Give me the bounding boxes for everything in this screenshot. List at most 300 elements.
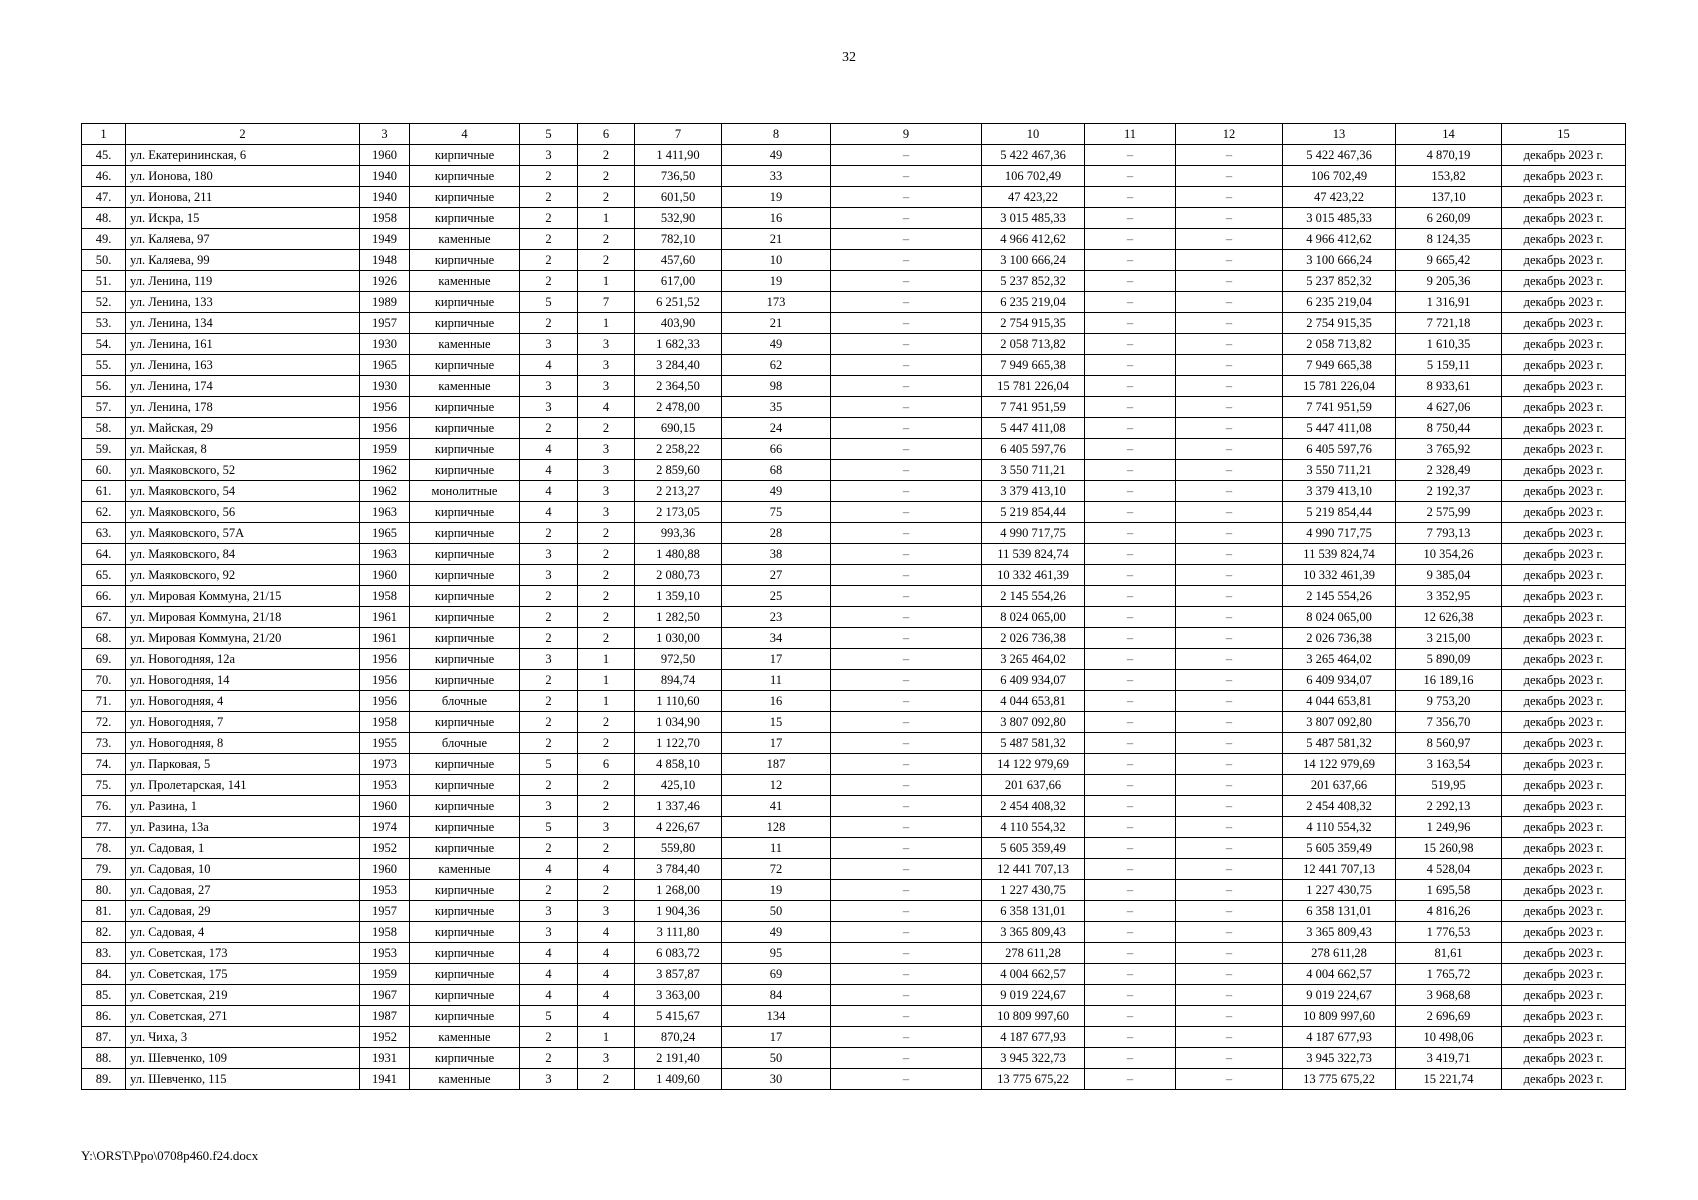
table-cell: 10 354,26: [1396, 544, 1502, 565]
table-cell: 1958: [360, 208, 410, 229]
column-header: 8: [722, 124, 831, 145]
table-cell: 8 750,44: [1396, 418, 1502, 439]
table-cell: 62.: [82, 502, 126, 523]
table-cell: 5 605 359,49: [982, 838, 1085, 859]
table-row: [82, 250, 1626, 271]
table-cell: 47 423,22: [1283, 187, 1396, 208]
table-cell: –: [831, 250, 982, 271]
table-row: [82, 502, 1626, 523]
table-cell: 1 227 430,75: [1283, 880, 1396, 901]
table-cell: ул. Советская, 271: [126, 1006, 360, 1027]
table-cell: 15 221,74: [1396, 1069, 1502, 1090]
table-row: [82, 460, 1626, 481]
table-cell: –: [1176, 901, 1283, 922]
table-cell: 68: [722, 460, 831, 481]
table-cell: 5 415,67: [635, 1006, 722, 1027]
table-cell: 2 364,50: [635, 376, 722, 397]
table-body: [82, 145, 1626, 1090]
table-cell: 5 447 411,08: [982, 418, 1085, 439]
table-cell: 56.: [82, 376, 126, 397]
table-cell: 87.: [82, 1027, 126, 1048]
table-cell: 1962: [360, 481, 410, 502]
table-cell: кирпичные: [410, 523, 520, 544]
table-row: [82, 922, 1626, 943]
table-cell: –: [1176, 712, 1283, 733]
table-row: [82, 397, 1626, 418]
table-cell: 4 187 677,93: [982, 1027, 1085, 1048]
table-cell: 519,95: [1396, 775, 1502, 796]
table-cell: декабрь 2023 г.: [1502, 901, 1626, 922]
table-cell: 3: [520, 796, 578, 817]
table-row: [82, 1048, 1626, 1069]
table-cell: 19: [722, 271, 831, 292]
table-cell: 4 187 677,93: [1283, 1027, 1396, 1048]
column-header: 15: [1502, 124, 1626, 145]
table-cell: 4 816,26: [1396, 901, 1502, 922]
table-row: [82, 1006, 1626, 1027]
table-cell: 58.: [82, 418, 126, 439]
table-cell: блочные: [410, 733, 520, 754]
table-cell: 47 423,22: [982, 187, 1085, 208]
table-cell: –: [1176, 1069, 1283, 1090]
table-cell: 5 487 581,32: [1283, 733, 1396, 754]
table-cell: ул. Новогодняя, 14: [126, 670, 360, 691]
table-cell: 6 251,52: [635, 292, 722, 313]
table-cell: декабрь 2023 г.: [1502, 397, 1626, 418]
column-header: 5: [520, 124, 578, 145]
table-cell: декабрь 2023 г.: [1502, 145, 1626, 166]
column-header: 4: [410, 124, 520, 145]
table-cell: 782,10: [635, 229, 722, 250]
table-cell: 10 332 461,39: [982, 565, 1085, 586]
table-cell: 2 696,69: [1396, 1006, 1502, 1027]
table-cell: 4: [520, 481, 578, 502]
table-cell: 2: [578, 544, 635, 565]
table-cell: –: [1176, 670, 1283, 691]
table-cell: кирпичные: [410, 670, 520, 691]
table-cell: –: [1085, 481, 1176, 502]
table-cell: –: [1085, 313, 1176, 334]
table-cell: –: [1085, 439, 1176, 460]
data-table-container: [81, 123, 1626, 1090]
table-cell: 4: [520, 460, 578, 481]
table-cell: ул. Разина, 1: [126, 796, 360, 817]
table-cell: 690,15: [635, 418, 722, 439]
table-cell: 3 379 413,10: [982, 481, 1085, 502]
table-cell: –: [1085, 544, 1176, 565]
table-cell: 54.: [82, 334, 126, 355]
table-cell: 10 809 997,60: [982, 1006, 1085, 1027]
table-cell: 1960: [360, 859, 410, 880]
table-cell: кирпичные: [410, 460, 520, 481]
table-cell: 5 447 411,08: [1283, 418, 1396, 439]
table-cell: 1: [578, 1027, 635, 1048]
table-cell: –: [831, 523, 982, 544]
table-cell: 3 945 322,73: [1283, 1048, 1396, 1069]
table-cell: 46.: [82, 166, 126, 187]
table-cell: декабрь 2023 г.: [1502, 355, 1626, 376]
table-cell: 19: [722, 880, 831, 901]
table-cell: 14 122 979,69: [982, 754, 1085, 775]
table-cell: 3 807 092,80: [982, 712, 1085, 733]
table-cell: 1967: [360, 985, 410, 1006]
table-cell: 48.: [82, 208, 126, 229]
table-cell: 2: [520, 313, 578, 334]
table-cell: 6 405 597,76: [1283, 439, 1396, 460]
table-cell: 4 004 662,57: [982, 964, 1085, 985]
table-cell: декабрь 2023 г.: [1502, 586, 1626, 607]
table-cell: 2: [578, 838, 635, 859]
table-cell: декабрь 2023 г.: [1502, 166, 1626, 187]
table-cell: 7 949 665,38: [1283, 355, 1396, 376]
table-cell: 2: [578, 1069, 635, 1090]
table-cell: 3: [520, 145, 578, 166]
table-cell: 2 754 915,35: [1283, 313, 1396, 334]
table-cell: ул. Мировая Коммуна, 21/18: [126, 607, 360, 628]
table-cell: –: [831, 187, 982, 208]
table-cell: –: [1176, 166, 1283, 187]
table-cell: 3 163,54: [1396, 754, 1502, 775]
table-cell: декабрь 2023 г.: [1502, 985, 1626, 1006]
table-cell: 15 781 226,04: [1283, 376, 1396, 397]
table-cell: 1965: [360, 355, 410, 376]
table-cell: –: [1085, 502, 1176, 523]
table-cell: 3: [578, 1048, 635, 1069]
table-cell: каменные: [410, 334, 520, 355]
table-cell: декабрь 2023 г.: [1502, 775, 1626, 796]
table-cell: 2 575,99: [1396, 502, 1502, 523]
table-cell: 3 807 092,80: [1283, 712, 1396, 733]
table-row: [82, 670, 1626, 691]
table-cell: ул. Ленина, 163: [126, 355, 360, 376]
table-cell: 1959: [360, 439, 410, 460]
table-cell: 1 316,91: [1396, 292, 1502, 313]
table-cell: –: [831, 166, 982, 187]
table-cell: 2: [520, 1048, 578, 1069]
table-cell: ул. Шевченко, 109: [126, 1048, 360, 1069]
table-row: [82, 523, 1626, 544]
table-cell: –: [1085, 733, 1176, 754]
table-cell: 1953: [360, 880, 410, 901]
table-cell: –: [1176, 775, 1283, 796]
table-cell: 50.: [82, 250, 126, 271]
table-cell: 3: [520, 544, 578, 565]
table-cell: 59.: [82, 439, 126, 460]
table-cell: 3: [578, 817, 635, 838]
table-cell: –: [1085, 943, 1176, 964]
table-cell: 3 284,40: [635, 355, 722, 376]
table-cell: –: [831, 502, 982, 523]
table-cell: 4 044 653,81: [982, 691, 1085, 712]
table-row: [82, 964, 1626, 985]
table-cell: –: [1176, 1006, 1283, 1027]
column-header: 6: [578, 124, 635, 145]
table-cell: декабрь 2023 г.: [1502, 418, 1626, 439]
table-cell: декабрь 2023 г.: [1502, 964, 1626, 985]
table-cell: ул. Маяковского, 52: [126, 460, 360, 481]
table-cell: –: [831, 481, 982, 502]
table-cell: 5 159,11: [1396, 355, 1502, 376]
table-cell: –: [1176, 208, 1283, 229]
table-cell: ул. Ионова, 211: [126, 187, 360, 208]
table-row: [82, 628, 1626, 649]
table-cell: –: [1176, 1027, 1283, 1048]
table-cell: кирпичные: [410, 964, 520, 985]
table-cell: 77.: [82, 817, 126, 838]
column-header: 2: [126, 124, 360, 145]
table-cell: кирпичные: [410, 838, 520, 859]
table-cell: –: [1085, 754, 1176, 775]
table-cell: 50: [722, 1048, 831, 1069]
table-cell: 88.: [82, 1048, 126, 1069]
table-cell: 1 610,35: [1396, 334, 1502, 355]
table-cell: 457,60: [635, 250, 722, 271]
table-cell: –: [1176, 418, 1283, 439]
table-row: [82, 544, 1626, 565]
table-cell: ул. Ленина, 134: [126, 313, 360, 334]
table-cell: 403,90: [635, 313, 722, 334]
table-cell: 1926: [360, 271, 410, 292]
table-cell: –: [1085, 586, 1176, 607]
table-cell: 972,50: [635, 649, 722, 670]
table-cell: 3 215,00: [1396, 628, 1502, 649]
table-cell: 35: [722, 397, 831, 418]
table-cell: –: [831, 586, 982, 607]
table-cell: –: [1176, 649, 1283, 670]
table-cell: 62: [722, 355, 831, 376]
table-cell: 9 019 224,67: [1283, 985, 1396, 1006]
table-cell: 2 026 736,38: [1283, 628, 1396, 649]
table-cell: 2 328,49: [1396, 460, 1502, 481]
table-cell: декабрь 2023 г.: [1502, 817, 1626, 838]
table-cell: декабрь 2023 г.: [1502, 544, 1626, 565]
table-cell: –: [1176, 250, 1283, 271]
table-cell: 2: [578, 733, 635, 754]
table-cell: 5 422 467,36: [982, 145, 1085, 166]
table-cell: 2: [520, 607, 578, 628]
table-cell: 2: [520, 775, 578, 796]
table-row: [82, 376, 1626, 397]
table-cell: 3: [578, 901, 635, 922]
table-cell: 4 528,04: [1396, 859, 1502, 880]
table-cell: каменные: [410, 859, 520, 880]
table-cell: декабрь 2023 г.: [1502, 1027, 1626, 1048]
table-cell: 6 260,09: [1396, 208, 1502, 229]
table-cell: 425,10: [635, 775, 722, 796]
table-cell: ул. Чиха, 3: [126, 1027, 360, 1048]
table-cell: –: [831, 922, 982, 943]
table-cell: ул. Екатерининская, 6: [126, 145, 360, 166]
table-cell: 74.: [82, 754, 126, 775]
table-cell: 1 480,88: [635, 544, 722, 565]
column-header: 14: [1396, 124, 1502, 145]
table-cell: –: [1085, 145, 1176, 166]
table-cell: 201 637,66: [982, 775, 1085, 796]
table-cell: 2: [520, 187, 578, 208]
table-cell: 8 124,35: [1396, 229, 1502, 250]
table-cell: 1 337,46: [635, 796, 722, 817]
table-cell: 1 030,00: [635, 628, 722, 649]
table-cell: 2 454 408,32: [1283, 796, 1396, 817]
table-cell: 12: [722, 775, 831, 796]
table-cell: –: [1085, 376, 1176, 397]
table-cell: 2: [520, 691, 578, 712]
table-row: [82, 985, 1626, 1006]
table-cell: 85.: [82, 985, 126, 1006]
table-cell: ул. Майская, 29: [126, 418, 360, 439]
table-cell: кирпичные: [410, 166, 520, 187]
table-cell: 5: [520, 754, 578, 775]
table-cell: –: [1176, 439, 1283, 460]
table-row: [82, 733, 1626, 754]
table-cell: 15: [722, 712, 831, 733]
table-cell: декабрь 2023 г.: [1502, 691, 1626, 712]
table-cell: –: [831, 565, 982, 586]
table-cell: 27: [722, 565, 831, 586]
table-cell: 71.: [82, 691, 126, 712]
table-cell: 2: [578, 796, 635, 817]
table-cell: –: [831, 880, 982, 901]
table-cell: 25: [722, 586, 831, 607]
table-cell: 4 004 662,57: [1283, 964, 1396, 985]
table-cell: 106 702,49: [1283, 166, 1396, 187]
table-cell: 137,10: [1396, 187, 1502, 208]
table-cell: декабрь 2023 г.: [1502, 481, 1626, 502]
table-cell: ул. Ленина, 161: [126, 334, 360, 355]
table-cell: –: [1085, 712, 1176, 733]
table-cell: 4: [520, 859, 578, 880]
table-cell: –: [1176, 544, 1283, 565]
table-cell: 19: [722, 187, 831, 208]
table-cell: –: [1085, 838, 1176, 859]
table-cell: 2 754 915,35: [982, 313, 1085, 334]
table-cell: ул. Маяковского, 54: [126, 481, 360, 502]
table-cell: –: [1176, 292, 1283, 313]
table-cell: декабрь 2023 г.: [1502, 754, 1626, 775]
table-cell: 21: [722, 229, 831, 250]
table-cell: –: [1085, 796, 1176, 817]
table-cell: 84.: [82, 964, 126, 985]
table-cell: 4: [520, 502, 578, 523]
table-cell: –: [1085, 775, 1176, 796]
table-cell: 64.: [82, 544, 126, 565]
table-cell: –: [1085, 418, 1176, 439]
table-cell: –: [1176, 733, 1283, 754]
table-cell: каменные: [410, 1069, 520, 1090]
table-cell: 1 122,70: [635, 733, 722, 754]
table-cell: 2: [578, 187, 635, 208]
table-cell: 1941: [360, 1069, 410, 1090]
table-cell: 5 605 359,49: [1283, 838, 1396, 859]
table-cell: 4: [520, 943, 578, 964]
table-row: [82, 838, 1626, 859]
table-cell: декабрь 2023 г.: [1502, 271, 1626, 292]
table-cell: 1974: [360, 817, 410, 838]
table-cell: 49: [722, 922, 831, 943]
table-cell: кирпичные: [410, 250, 520, 271]
table-cell: 3 015 485,33: [1283, 208, 1396, 229]
table-cell: 2: [520, 208, 578, 229]
table-cell: 870,24: [635, 1027, 722, 1048]
table-cell: –: [1176, 334, 1283, 355]
table-cell: 2: [520, 229, 578, 250]
table-cell: 24: [722, 418, 831, 439]
table-cell: –: [831, 628, 982, 649]
table-cell: 5: [520, 292, 578, 313]
table-cell: 8 560,97: [1396, 733, 1502, 754]
table-cell: 7 793,13: [1396, 523, 1502, 544]
table-cell: 72.: [82, 712, 126, 733]
table-cell: –: [831, 607, 982, 628]
table-cell: 3: [520, 334, 578, 355]
table-cell: 1962: [360, 460, 410, 481]
table-cell: –: [1176, 565, 1283, 586]
table-cell: 2: [578, 712, 635, 733]
table-cell: 3 100 666,24: [982, 250, 1085, 271]
table-cell: 66.: [82, 586, 126, 607]
column-header: 7: [635, 124, 722, 145]
table-cell: –: [831, 796, 982, 817]
table-cell: 4: [578, 964, 635, 985]
table-cell: 13 775 675,22: [1283, 1069, 1396, 1090]
table-cell: –: [1085, 250, 1176, 271]
table-cell: 3 968,68: [1396, 985, 1502, 1006]
table-cell: 4: [578, 397, 635, 418]
table-cell: 15 260,98: [1396, 838, 1502, 859]
table-cell: кирпичные: [410, 775, 520, 796]
table-cell: кирпичные: [410, 439, 520, 460]
table-cell: ул. Маяковского, 84: [126, 544, 360, 565]
table-cell: –: [831, 754, 982, 775]
table-row: [82, 859, 1626, 880]
table-cell: декабрь 2023 г.: [1502, 460, 1626, 481]
table-cell: 3: [520, 649, 578, 670]
table-cell: 1960: [360, 796, 410, 817]
table-cell: 1963: [360, 502, 410, 523]
table-cell: 1 904,36: [635, 901, 722, 922]
table-cell: 1930: [360, 334, 410, 355]
table-row: [82, 229, 1626, 250]
table-row: [82, 649, 1626, 670]
table-cell: –: [831, 460, 982, 481]
table-cell: 1956: [360, 691, 410, 712]
table-cell: 69.: [82, 649, 126, 670]
table-cell: 84: [722, 985, 831, 1006]
table-cell: 7: [578, 292, 635, 313]
table-cell: –: [1085, 208, 1176, 229]
table-cell: 79.: [82, 859, 126, 880]
table-cell: 9 385,04: [1396, 565, 1502, 586]
table-cell: 2: [578, 628, 635, 649]
table-cell: 12 626,38: [1396, 607, 1502, 628]
table-cell: ул. Новогодняя, 4: [126, 691, 360, 712]
table-cell: 16: [722, 208, 831, 229]
table-cell: 1989: [360, 292, 410, 313]
table-cell: 83.: [82, 943, 126, 964]
table-cell: 4 966 412,62: [982, 229, 1085, 250]
table-cell: –: [1085, 166, 1176, 187]
table-cell: 1956: [360, 418, 410, 439]
table-cell: 17: [722, 733, 831, 754]
table-cell: каменные: [410, 1027, 520, 1048]
table-cell: –: [1085, 691, 1176, 712]
table-cell: 2: [578, 166, 635, 187]
table-cell: 41: [722, 796, 831, 817]
table-cell: ул. Садовая, 1: [126, 838, 360, 859]
table-cell: 3 419,71: [1396, 1048, 1502, 1069]
table-row: [82, 775, 1626, 796]
table-cell: –: [1176, 187, 1283, 208]
